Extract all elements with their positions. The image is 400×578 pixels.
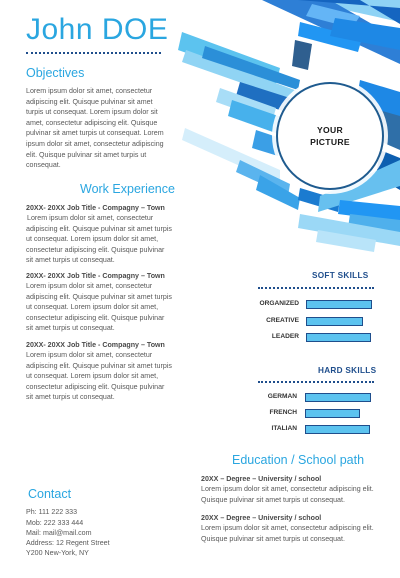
- skill-bar: [305, 393, 371, 402]
- picture-label-line-1: YOUR: [316, 125, 343, 135]
- job-title: 20XX- 20XX Job Title - Compagny – Town: [26, 341, 165, 349]
- skill-label: LEADER: [271, 333, 299, 340]
- job-title: 20XX- 20XX Job Title - Compagny – Town: [26, 272, 165, 280]
- picture-placeholder: [276, 82, 384, 190]
- job-description: Lorem ipsum dolor sit amet, consectetur adipiscing elit. Quisque pulvinar sit amet turpis ut consequat. Lorem ipsum dolor sit amet, consectetur adipiscing elit. Quisque pulvinar sit amet turpis ut consequat.: [26, 351, 172, 402]
- hard-skills-divider: [258, 381, 374, 383]
- education-description: Lorem ipsum dolor sit amet, consectetur adipiscing elit. Quisque pulvinar sit amet turpis ut consequat.: [201, 524, 374, 543]
- education-description: Lorem ipsum dolor sit amet, consectetur adipiscing elit. Quisque pulvinar sit amet turpis ut consequat.: [201, 485, 374, 504]
- hard-skills-heading: HARD SKILLS: [318, 366, 377, 375]
- skill-bar: [306, 317, 363, 326]
- skill-bar: [306, 333, 371, 342]
- skill-bar: [306, 300, 372, 309]
- skill-label: FRENCH: [269, 409, 297, 416]
- skill-bar: [305, 409, 360, 418]
- picture-label: [310, 124, 350, 148]
- skill-label: CREATIVE: [266, 317, 299, 324]
- contact-heading: Contact: [28, 487, 72, 501]
- education-title: 20XX – Degree – University / school: [201, 514, 322, 522]
- skill-bar: [305, 425, 370, 434]
- skill-label: ORGANIZED: [259, 300, 299, 307]
- education-title: 20XX – Degree – University / school: [201, 475, 322, 483]
- job-title: 20XX- 20XX Job Title - Compagny – Town: [26, 204, 165, 212]
- job-description: Lorem ipsum dolor sit amet, consectetur adipiscing elit. Quisque pulvinar sit amet turpis ut consequat. Lorem ipsum dolor sit amet, consectetur adipiscing elit. Quisque pulvinar sit amet turpis ut consequat.: [26, 282, 172, 333]
- name-divider: [26, 52, 161, 54]
- soft-skills-divider: [258, 287, 374, 289]
- objectives-text: Lorem ipsum dolor sit amet, consectetur adipiscing elit. Quisque pulvinar sit amet turpis ut consequat. Lorem ipsum dolor sit amet, consectetur adipiscing elit. Quisque pulvinar sit amet turpis ut consequat. Lorem ipsum dolor sit amet, consectetur adipiscing elit. Quisque pulvinar sit amet turpis ut consequat.: [26, 87, 164, 170]
- contact-mobile: Mob: 222 333 444: [26, 519, 84, 527]
- contact-address: Address: 12 Regent Street: [26, 539, 110, 547]
- skill-label: ITALIAN: [271, 425, 297, 432]
- education-heading: Education / School path: [232, 453, 365, 467]
- soft-skills-heading: SOFT SKILLS: [312, 271, 369, 280]
- job-description: Lorem ipsum dolor sit amet, consectetur adipiscing elit. Quisque pulvinar sit amet turpis ut consequat. Lorem ipsum dolor sit amet, consectetur adipiscing elit. Quisque pulvinar sit amet turpis ut consequat.: [26, 214, 172, 265]
- skill-label: GERMAN: [267, 393, 297, 400]
- contact-phone: Ph: 111 222 333: [26, 508, 78, 516]
- contact-city: Y200 New-York, NY: [26, 549, 89, 557]
- picture-label-line-2: PICTURE: [310, 137, 350, 147]
- objectives-heading: Objectives: [26, 66, 85, 80]
- contact-email: Mail: mail@mail.com: [26, 529, 92, 537]
- work-experience-heading: Work Experience: [80, 182, 175, 196]
- name-heading: John DOE: [26, 13, 169, 46]
